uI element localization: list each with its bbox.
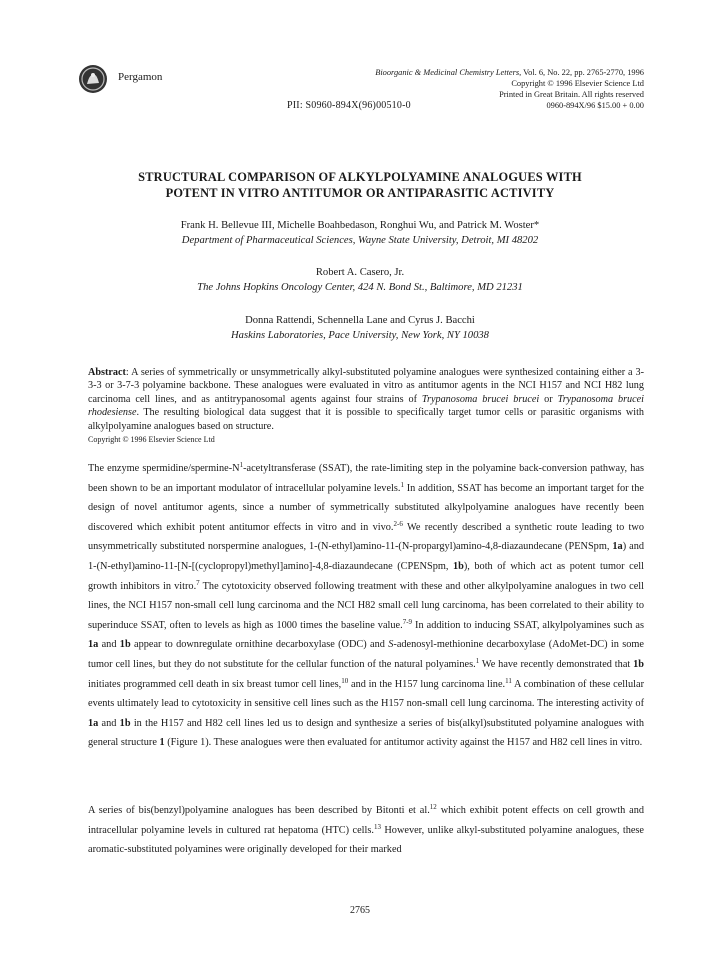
body-text: -adenosyl-methionine decarboxylase (AdoMet-DC) in some tumor cell lines, but they do not substitute for the cellular function of the natural polyamines.: [88, 639, 644, 670]
author-group-2: [70, 265, 650, 295]
citation-ref: 12: [429, 803, 437, 811]
body-text: initiates programmed cell death in six breast tumor cell lines,: [88, 678, 342, 690]
body-text: appear to downregulate ornithine decarboxylase (ODC) and: [130, 639, 389, 651]
author-names: Robert A. Casero, Jr.: [315, 267, 405, 278]
body-text: We recently described a synthetic route leading to two unsymmetrically substituted norspermine analogues, 1-(N-ethyl)amino-11-(N-propargyl)amino-4,8-diazaundecane (PENSpm,: [88, 521, 644, 553]
abstract-text: : A series of symmetrically or unsymmetrically alkyl-substituted polyamine analogues were synthesized containing either a 3-3-3 or 3-7-3 polyamine backbone. These analogues were evaluated in vitro as antitumor agents in the NCI H157 and NCI H82 lung carcinoma cell lines, and as antitrypanosomal agents against four strains of: [88, 367, 644, 405]
citation-ref: 13: [373, 822, 381, 831]
body-text: The cytotoxicity observed following treatment with these and other alkylpolyamine analogues in two cell lines, the NCI H157 non-small cell lung carcinoma and the NCI H82 small cell lung carcinoma, has been correlated to their ability to superinduce SSAT, often to levels as high as 1000 times the baseline value.: [88, 580, 644, 631]
abstract: [88, 366, 644, 446]
citation-ref: 2-6: [393, 519, 403, 528]
species-name: Trypanosoma brucei brucei: [421, 393, 540, 405]
citation-ref: 7: [196, 578, 200, 587]
paper-title: [70, 169, 650, 201]
body-paragraph-2: [88, 801, 644, 860]
species-name: Trypanosoma brucei rhodesiense: [88, 393, 645, 419]
journal-name: Bioorganic & Medicinal Chemistry Letters: [375, 68, 520, 77]
compound-label: 1b: [452, 560, 464, 572]
body-text: and: [98, 639, 120, 651]
compound-label: 1a: [612, 541, 623, 553]
compound-label: 1a: [88, 717, 99, 729]
body-paragraph-1: [88, 459, 644, 753]
author-names: Donna Rattendi, Schennella Lane and Cyrus J. Bacchi: [245, 315, 475, 326]
compound-label: 1b: [119, 717, 131, 729]
journal-volume: , Vol. 6, No. 22, pp. 2765-2770, 1996: [519, 68, 644, 77]
journal-price: 0960-894X/96 $15.00 + 0.00: [546, 101, 644, 110]
citation-ref: 1: [400, 480, 404, 489]
compound-label: 1b: [119, 639, 131, 651]
author-group-3: [70, 313, 650, 343]
body-text: in the H157 and H82 cell lines led us to design and synthesize a series of bis(alkyl)substituted polyamine analogues with general structure: [88, 717, 644, 749]
body-text: The enzyme spermidine/spermine-N: [88, 463, 240, 474]
body-text: A series of bis(benzyl)polyamine analogues has been described by Bitonti et al.: [88, 805, 430, 816]
author-affiliation: The Johns Hopkins Oncology Center, 424 N. Bond St., Baltimore, MD 21231: [197, 282, 523, 293]
pii-code: PII: S0960-894X(96)00510-0: [287, 100, 411, 111]
body-text: and in the H157 lung carcinoma line.: [348, 678, 506, 690]
abstract-label: Abstract: [88, 367, 126, 378]
page-number: 2765: [350, 905, 370, 916]
body-text: which exhibit potent effects on cell growth and intracellular polyamine levels in cultured rat hepatoma (HTC) cells.: [88, 805, 645, 836]
compound-label: 1a: [88, 639, 99, 651]
body-text: ), both of which act as potent tumor cell growth inhibitors in vitro.: [88, 560, 644, 592]
author-group-1: [70, 218, 650, 248]
abstract-copyright: Copyright © 1996 Elsevier Science Ltd: [88, 435, 215, 445]
body-text: In addition to inducing SSAT, alkylpolyamines such as: [412, 619, 644, 631]
author-affiliation: Department of Pharmaceutical Sciences, Wayne State University, Detroit, MI 48202: [181, 235, 539, 246]
citation-ref: 1: [475, 656, 480, 665]
title-line-1: STRUCTURAL COMPARISON OF ALKYLPOLYAMINE ANALOGUES WITH: [138, 170, 582, 184]
body-text: -acetyltransferase (SSAT), the rate-limiting step in the polyamine back-conversion pathway, has been shown to be an important modulator of intracellular polyamine levels.: [88, 463, 644, 494]
citation-ref: 10: [341, 676, 349, 685]
body-text: A combination of these cellular events ultimately lead to cytotoxicity in sensitive cell lines such as the H157 non-small cell lung carcinoma. The interesting activity of: [88, 678, 644, 710]
body-text: ) and 1-(N-ethyl)amino-11-[N-[(cyclopropyl)methyl]amino]-4,8-diazaundecane (CPENSpm,: [88, 541, 644, 572]
journal-printed: Printed in Great Britain. All rights reserved: [499, 90, 644, 99]
author-affiliation: Haskins Laboratories, Pace University, New York, NY 10038: [231, 330, 489, 341]
compound-label: 1b: [633, 658, 644, 670]
title-line-2: POTENT IN VITRO ANTITUMOR OR ANTIPARASITIC ACTIVITY: [165, 186, 555, 200]
italic-prefix: S: [388, 639, 394, 651]
compound-label: 1: [159, 737, 165, 749]
journal-copyright: Copyright © 1996 Elsevier Science Ltd: [511, 79, 644, 88]
pergamon-logo-icon: [78, 64, 108, 94]
body-text: (Figure 1). These analogues were then evaluated for antitumor activity against the H157 and H82 cell lines in vitro.: [164, 737, 643, 749]
abstract-text: or: [539, 393, 558, 405]
superscript: 1: [239, 461, 244, 469]
body-text: In addition, SSAT has become an important target for the design of novel antitumor agents, since a number of symmetrically substituted alkylpolyamine analogues have recently been discovered which exhibit potent antitumor effects in vitro and in vivo.: [88, 482, 644, 533]
abstract-text: . The resulting biological data suggest that it is possible to specifically target tumor cells or parasitic organisms with alkylpolyamine analogues based on structure.: [88, 407, 644, 432]
body-text: However, unlike alkyl-substituted polyamine analogues, these aromatic-substituted polyamines were originally developed for their marked: [88, 824, 644, 856]
body-text: and: [98, 717, 120, 729]
body-text: We have recently demonstrated that: [479, 658, 634, 670]
publisher-name: Pergamon: [118, 71, 163, 83]
author-names: Frank H. Bellevue III, Michelle Boahbedason, Ronghui Wu, and Patrick M. Woster*: [180, 220, 540, 231]
citation-ref: 11: [505, 676, 512, 685]
citation-ref: 7-9: [402, 617, 413, 626]
